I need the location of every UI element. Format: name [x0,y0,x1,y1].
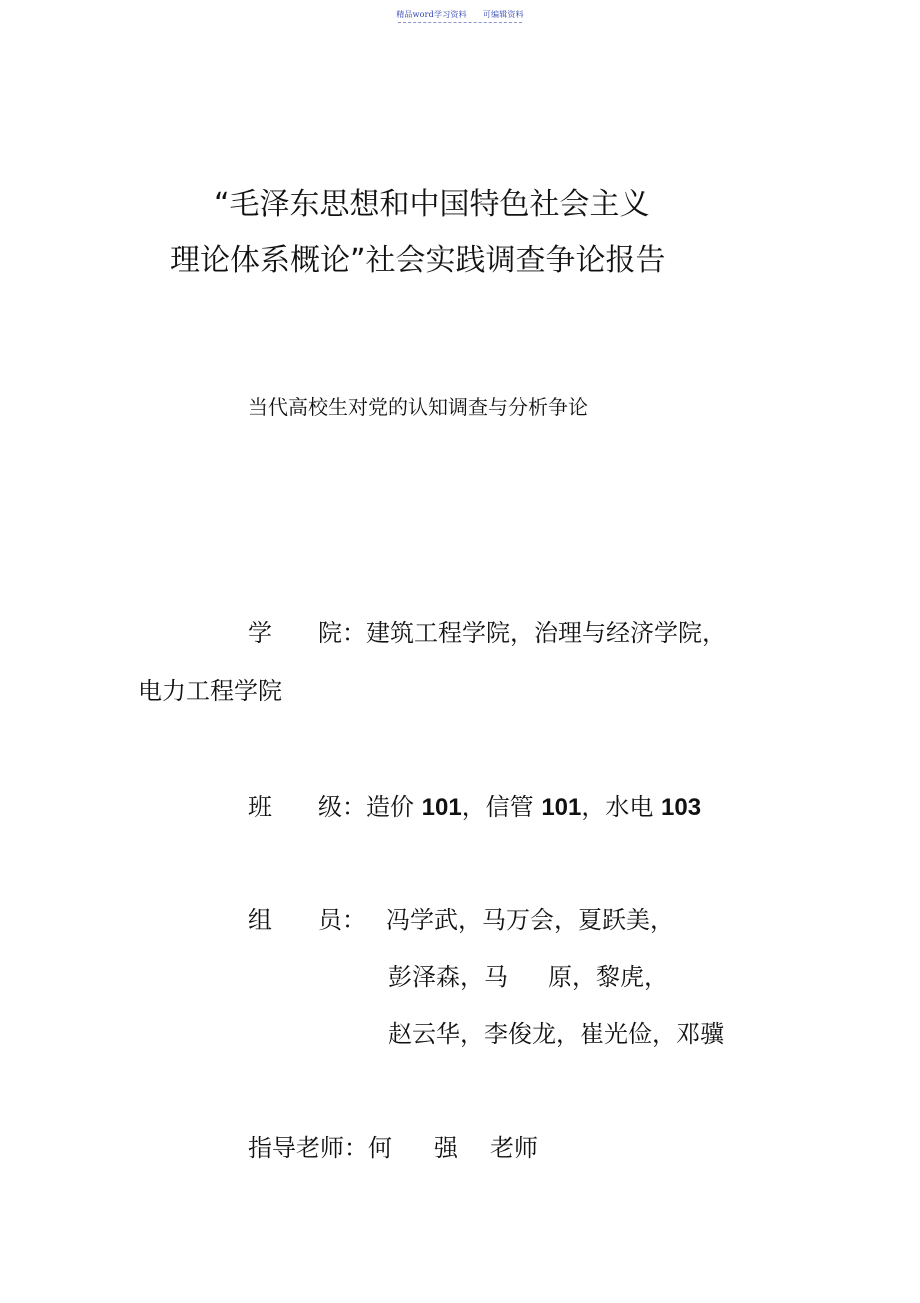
college-label-a: 学 [248,619,272,647]
class-num3: 103 [661,794,702,821]
class-num1: 101 [421,794,462,821]
members-row [248,905,674,935]
members-row2 [388,962,668,992]
members-row1: 冯学武，马万会，夏跃美， [386,906,674,934]
report-subtitle: 当代高校生对党的认知调查与分析争论 [248,395,588,419]
report-title-line2: 理论体系概论”社会实践调查争论报告 [170,243,666,278]
members-label-a: 组 [248,906,272,934]
page-header [0,9,920,20]
college-label-b: 院： [318,619,366,647]
advisor-name-a: 何 [368,1134,392,1162]
members-row2-a: 彭泽森，马 [388,963,508,991]
college-value-line1: 建筑工程学院，治理与经济学院， [366,619,726,647]
advisor-suffix: 老师 [490,1134,538,1162]
advisor-name-b: 强 [434,1134,458,1162]
college-value-line2: 电力工程学院 [138,677,282,705]
advisor-label: 指导老师： [248,1134,368,1162]
class-part2: ，信管 [461,793,534,821]
header-right-text: 可编辑资料 [482,10,524,19]
members-row3: 赵云华，李俊龙，崔光俭，邓骥 [388,1020,724,1048]
header-left-text: 精品word学习资料 [396,10,467,19]
class-label-b: 级： [318,793,366,821]
class-part3: ，水电 [581,793,654,821]
class-num2: 101 [541,794,582,821]
report-title-line1: “毛泽东思想和中国特色社会主义 [214,187,650,222]
class-label-a: 班 [248,793,272,821]
college-row [248,618,726,648]
class-part1: 造价 [366,793,414,821]
class-row [248,792,701,823]
advisor-row [248,1133,538,1163]
header-rule [398,22,522,23]
members-row2-b: 原，黎虎， [548,963,668,991]
members-label-b: 员： [318,906,366,934]
